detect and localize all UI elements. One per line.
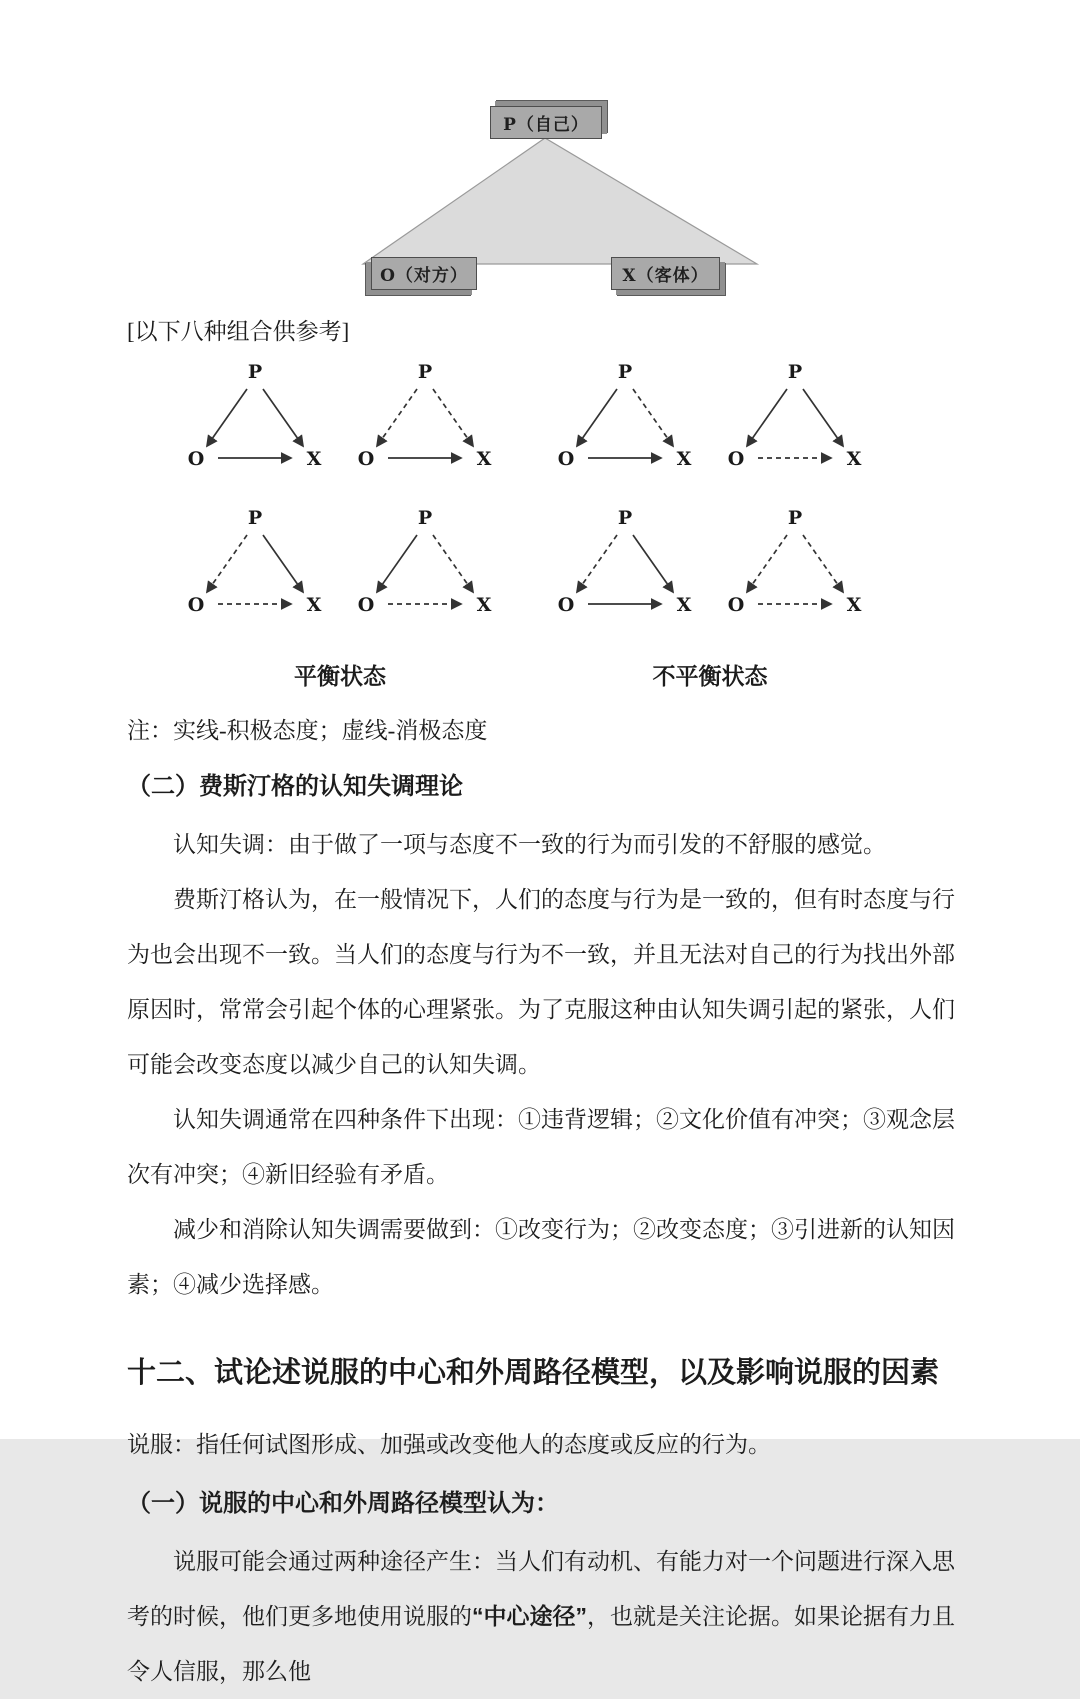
section2-paragraph-4: 减少和消除认知失调需要做到：①改变行为；②改变态度；③引进新的认知因素；④减少选择感。 [127,1217,955,1297]
edge-p-to-x [633,389,673,446]
pox-combo-triangle [350,508,500,620]
vertex-o-label: O [187,594,205,616]
pox-triangle-diagram [0,0,1080,300]
vertex-x-label: X [676,594,692,616]
vertex-x-label: X [846,594,862,616]
section2-paragraph-1: 认知失调：由于做了一项与态度不一致的行为而引发的不舒服的感觉。 [173,832,886,857]
vertex-p-label: P [617,361,633,383]
vertex-o-label: O [357,594,375,616]
vertex-x-label: X [476,448,492,470]
para2-text-after: ，也就是关注论据。如果论据有力且令人信服，那么他 [127,1604,955,1684]
vertex-x-label: X [846,448,862,470]
edge-p-to-o [377,535,417,592]
pox-combo-triangle [180,362,330,474]
pox-combo-triangle [550,362,700,474]
document-content [0,300,1080,1699]
balanced-group [170,362,510,691]
pox-triangle-shape [363,138,757,264]
vertex-p-label: P [787,507,803,529]
vertex-o-label: O [727,594,745,616]
edge-p-to-x [803,389,843,446]
section12-subheading: （一）说服的中心和外周路径模型认为： [127,1490,559,1517]
pox-combo-triangle [550,508,700,620]
edge-p-to-o [577,389,617,446]
edge-p-to-x [633,535,673,592]
section2-paragraph-3: 认知失调通常在四种条件下出现：①违背逻辑；②文化价值有冲突；③观念层次有冲突；④新旧经验有矛盾。 [127,1107,955,1187]
para2-text-before: 说服可能会通过两种途径产生：当人们有动机、有能力对一个问题进行深入思考的时候，他们更多地使用说服的 [127,1549,955,1629]
para2-bold-term: “中心途径” [472,1603,587,1629]
pox-node-o: O（对方） [371,257,477,290]
edge-p-to-o [377,389,417,446]
section12-paragraph-2 [127,1534,955,1699]
section2-heading: （二）费斯汀格的认知失调理论 [127,773,463,800]
vertex-o-label: O [357,448,375,470]
unbalanced-state-label: 不平衡状态 [652,664,768,689]
vertex-p-label: P [617,507,633,529]
pox-node-x: X（客体） [611,257,720,290]
vertex-o-label: O [187,448,205,470]
section12-heading: 十二、试论述说服的中心和外周路径模型，以及影响说服的因素 [127,1357,940,1389]
legend-note: 注：实线-积极态度；虚线-消极态度 [127,718,488,743]
section2-paragraph-2: 费斯汀格认为，在一般情况下，人们的态度与行为是一致的，但有时态度与行为也会出现不一致。当人们的态度与行为不一致，并且无法对自己的行为找出外部原因时，常常会引起个体的心理紧张。为了克服这种由认知失调引起的紧张，人们可能会改变态度以减少自己的认知失调。 [127,887,955,1077]
vertex-x-label: X [476,594,492,616]
vertex-x-label: X [306,448,322,470]
pox-node-p: P（自己） [490,106,602,139]
unbalanced-group [540,362,880,691]
vertex-o-label: O [557,448,575,470]
vertex-p-label: P [247,507,263,529]
vertex-o-label: O [557,594,575,616]
pox-combinations [170,362,955,691]
vertex-o-label: O [727,448,745,470]
pox-combo-triangle [720,508,870,620]
vertex-p-label: P [417,361,433,383]
edge-p-to-x [803,535,843,592]
combinations-intro-text: [以下八种组合供参考] [127,319,350,344]
pox-combo-triangle [720,362,870,474]
vertex-p-label: P [787,361,803,383]
edge-p-to-o [747,535,787,592]
vertex-p-label: P [247,361,263,383]
edge-p-to-x [433,535,473,592]
pox-combo-triangle [350,362,500,474]
edge-p-to-o [747,389,787,446]
pox-combo-triangle [180,508,330,620]
vertex-p-label: P [417,507,433,529]
balanced-state-label: 平衡状态 [294,664,386,689]
edge-p-to-x [263,535,303,592]
edge-p-to-o [207,389,247,446]
section12-definition: 说服：指任何试图形成、加强或改变他人的态度或反应的行为。 [127,1432,771,1457]
edge-p-to-o [207,535,247,592]
edge-p-to-o [577,535,617,592]
edge-p-to-x [263,389,303,446]
edge-p-to-x [433,389,473,446]
pox-triangle-svg [0,0,1080,300]
vertex-x-label: X [306,594,322,616]
vertex-x-label: X [676,448,692,470]
